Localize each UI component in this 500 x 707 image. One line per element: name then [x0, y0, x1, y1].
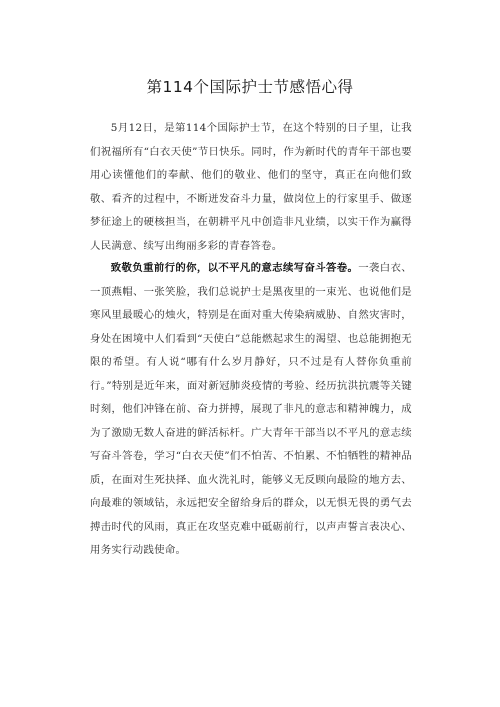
paragraph-2-text: 一袭白衣、一顶燕帽、一张笑脸，我们总说护士是黑夜里的一束光、也说他们是寒风里最暖心的烛火，特别是在面对重大传染病威胁、自然灾害时，身处在困境中人们看到“天使白”总能燃起求生的渴望、也总能拥抱无限的希望。有人说“哪有什么岁月静好，只不过是有人替你负重前行。”特别是近年来，面对新冠肺炎疫情的考验、经历抗洪抗震等关键时刻，他们冲锋在前、奋力拼搏，展现了非凡的意志和精神魄力，成为了激励无数人奋进的鲜活标杆。广大青年干部当以不平凡的意志续写奋斗答卷，学习“白衣天使”们不怕苦、不怕累、不怕牺牲的精神品质，在面对生死抉择、血火洗礼时，能够义无反顾向最险的地方去、向最难的领域钻，永远把安全留给身后的群众，以无惧无畏的勇气去搏击时代的风雨，真正在攻坚克难中砥砺前行，以声声誓言表决心、用务实行动践使命。	[90, 262, 412, 556]
paragraph-1	[90, 117, 412, 258]
paragraph-2-lead: 致敬负重前行的你，以不平凡的意志续写奋斗答卷。	[110, 262, 359, 274]
document-title: 第114个国际护士节感悟心得	[146, 78, 354, 96]
paragraph-2	[90, 257, 412, 563]
paragraph-1-text: 5月12日，是第114个国际护士节，在这个特别的日子里，让我们祝福所有“白衣天使”节日快乐。同时，作为新时代的青年干部也要用心读懂他们的奉献、他们的敬业、他们的坚守，真正在向他们致敬、看齐的过程中，不断迸发奋斗力量，做岗位上的行家里手、做逐梦征途上的硬核担当，在朝耕平凡中创造非凡业绩，以实干作为赢得人民满意、续写出绚丽多彩的青春答卷。	[90, 122, 412, 252]
